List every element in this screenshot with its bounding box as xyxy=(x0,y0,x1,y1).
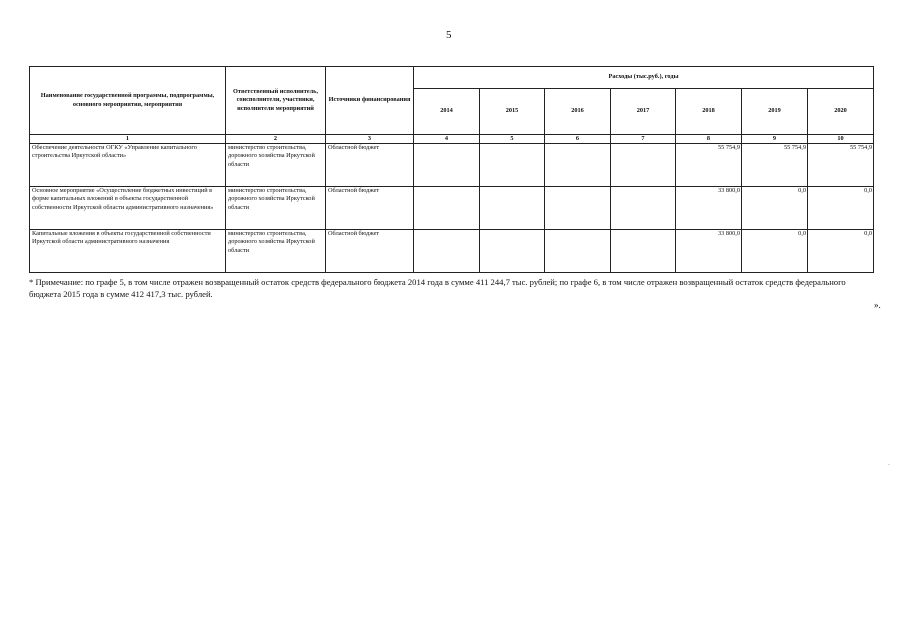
row-value xyxy=(414,187,480,230)
row-value xyxy=(611,187,676,230)
row-value: 0,0 xyxy=(742,230,808,273)
header-responsible: Ответственный исполнитель, соисполнители, участники, исполнители мероприятий xyxy=(226,67,326,135)
closing-quote: ». xyxy=(874,300,881,310)
row-responsible: министерство строительства, дорожного хозяйства Иркутской области xyxy=(226,144,326,187)
row-source: Областной бюджет xyxy=(326,187,414,230)
row-responsible: министерство строительства, дорожного хозяйства Иркутской области xyxy=(226,230,326,273)
row-value: 0,0 xyxy=(742,187,808,230)
row-value xyxy=(545,144,611,187)
row-source: Областной бюджет xyxy=(326,144,414,187)
column-number: 6 xyxy=(545,135,611,144)
column-number: 2 xyxy=(226,135,326,144)
row-value: 55 754,9 xyxy=(676,144,742,187)
page-number: 5 xyxy=(446,29,452,41)
year-header: 2017 xyxy=(611,89,676,135)
column-number: 5 xyxy=(480,135,545,144)
header-name: Наименование государственной программы, подпрограммы, основного мероприятия, мероприятия xyxy=(30,67,226,135)
year-header: 2014 xyxy=(414,89,480,135)
row-value xyxy=(545,230,611,273)
row-name: Обеспечение деятельности ОГКУ «Управление капитального строительства Иркутской области» xyxy=(30,144,226,187)
row-value xyxy=(611,144,676,187)
column-number: 1 xyxy=(30,135,226,144)
year-header: 2019 xyxy=(742,89,808,135)
header-expenses: Расходы (тыс.руб.), годы xyxy=(414,67,874,89)
row-name: Основное мероприятие «Осуществление бюджетных инвестиций в форме капитальных вложений в объекты государственной собственности Иркутской области административного назначения» xyxy=(30,187,226,230)
budget-table xyxy=(29,66,874,273)
footnote: * Примечание: по графе 5, в том числе отражен возвращенный остаток средств федерального бюджета 2014 года в сумме 411 244,7 тыс. рублей; по графе 6, в том числе отражен возвращенный остаток средств федерального бюджета 2015 года в сумме 412 417,3 тыс. рублей. xyxy=(29,277,846,300)
row-value: 55 754,9 xyxy=(808,144,874,187)
row-value: 55 754,9 xyxy=(742,144,808,187)
table-row xyxy=(30,187,874,230)
column-number: 4 xyxy=(414,135,480,144)
row-value xyxy=(480,230,545,273)
margin-mark: - xyxy=(888,462,890,468)
row-source: Областной бюджет xyxy=(326,230,414,273)
row-responsible: министерство строительства, дорожного хозяйства Иркутской области xyxy=(226,187,326,230)
column-number: 7 xyxy=(611,135,676,144)
column-number: 3 xyxy=(326,135,414,144)
row-value xyxy=(480,144,545,187)
year-header: 2016 xyxy=(545,89,611,135)
row-value xyxy=(414,230,480,273)
row-value: 0,0 xyxy=(808,230,874,273)
row-value xyxy=(545,187,611,230)
row-value xyxy=(480,187,545,230)
row-value: 0,0 xyxy=(808,187,874,230)
row-value xyxy=(414,144,480,187)
year-header: 2018 xyxy=(676,89,742,135)
row-value xyxy=(611,230,676,273)
row-value: 33 800,0 xyxy=(676,187,742,230)
column-number: 10 xyxy=(808,135,874,144)
row-value: 33 800,0 xyxy=(676,230,742,273)
year-header: 2020 xyxy=(808,89,874,135)
table-row xyxy=(30,230,874,273)
year-header: 2015 xyxy=(480,89,545,135)
row-name: Капитальные вложения в объекты государственной собственности Иркутской области административного назначения xyxy=(30,230,226,273)
column-number: 8 xyxy=(676,135,742,144)
header-sources: Источники финансирования xyxy=(326,67,414,135)
table-row xyxy=(30,144,874,187)
column-number: 9 xyxy=(742,135,808,144)
